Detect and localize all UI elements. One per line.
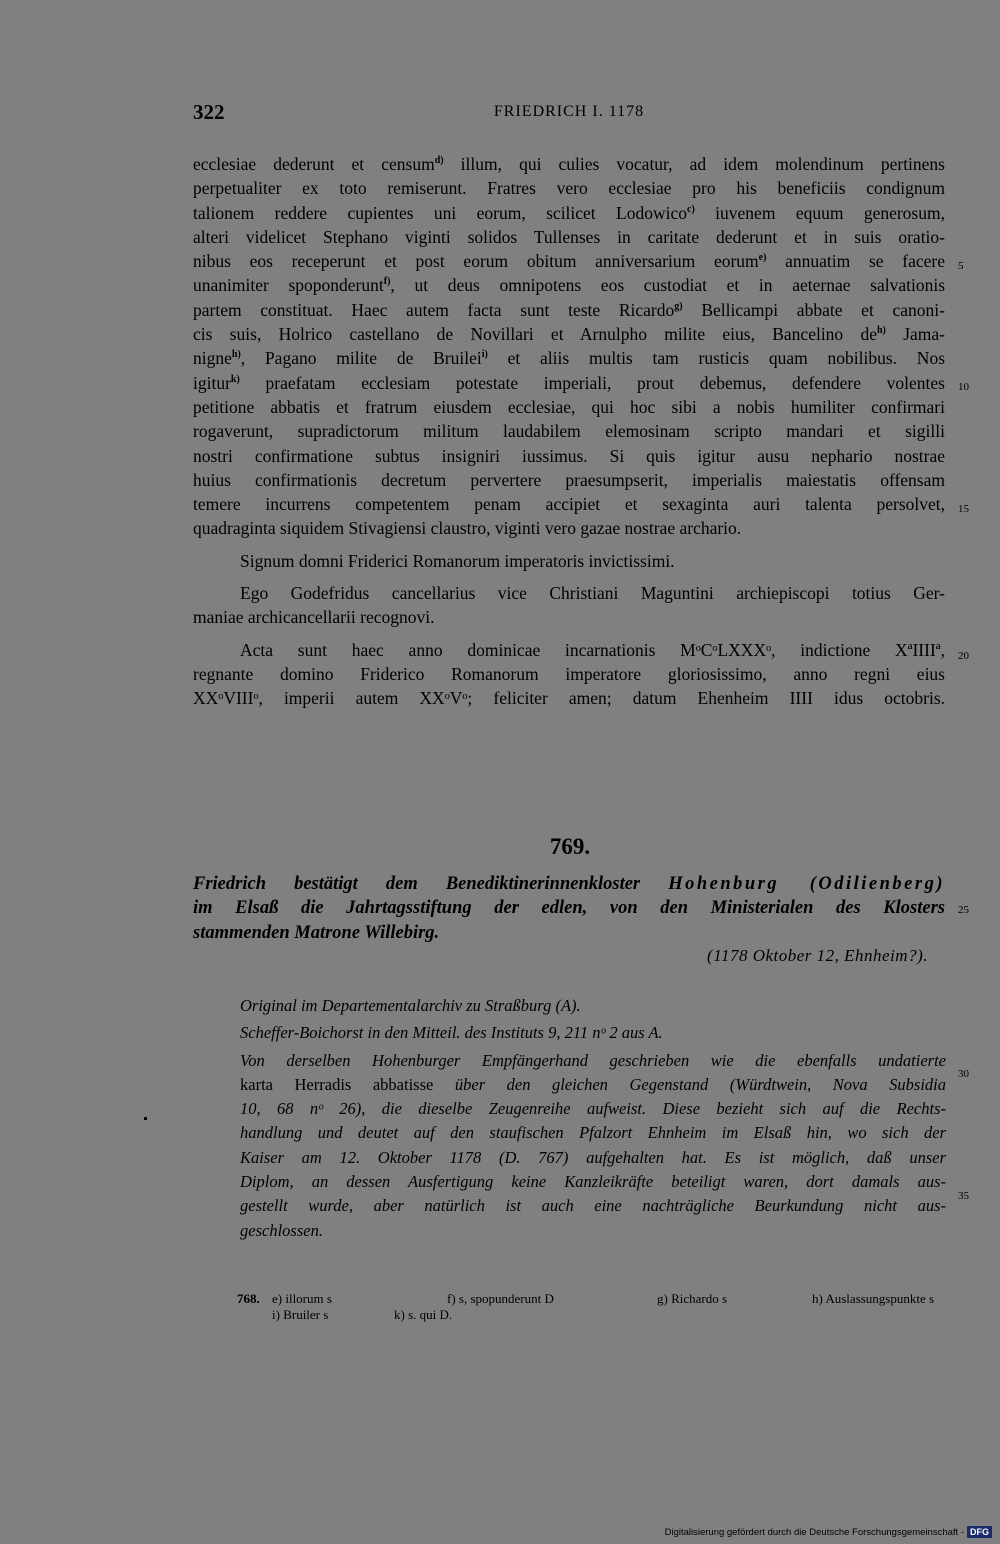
- recognition-line: Ego Godefridus cancellarius vice Christiani Maguntini archiepiscopi totius Ger-: [240, 583, 945, 604]
- speck: [144, 1117, 147, 1120]
- line-number: 10: [958, 381, 969, 393]
- footnote: i) Bruiler s: [272, 1307, 329, 1322]
- text-line: nigne$^{h)}$, Pagano milite de Bruilei$^{i)}$ et aliis multis tam rusticis quam nobilibus. Nos: [193, 348, 946, 369]
- line-number: 20: [958, 650, 969, 662]
- dfg-logo: DFG: [967, 1526, 992, 1538]
- line-number: 35: [958, 1190, 969, 1202]
- line-number: 25: [958, 904, 969, 916]
- note-line: Scheffer-Boichorst in den Mitteil. des Instituts 9, 211 nᵒ 2 aus A.: [240, 1023, 663, 1043]
- text-line: unanimiter spoponderunt$^{f)}$, ut deus omnipotens eos custodiat et in aeternae salvationis: [193, 275, 946, 296]
- dating-line: regnante domino Friderico Romanorum imperatore gloriosissimo, anno regni eius: [193, 663, 945, 684]
- footnote: k) s. qui D.: [394, 1307, 453, 1322]
- text-line: nibus eos receperunt et post eorum obitum anniversarium eorum$^{e)}$ annuatim se facere: [193, 251, 945, 272]
- charter-text: [193, 152, 945, 711]
- running-head: FRIEDRICH I. 1178: [493, 103, 645, 120]
- regest: [193, 872, 945, 945]
- text-line: quadraginta siquidem Stivagiensi claustro, viginti vero gazae nostrae archario.: [193, 518, 742, 539]
- regest-line: stammenden Matrone Willebirg.: [193, 922, 440, 943]
- text-line: ecclesiae dederunt et censum$^{d)}$ illum, qui culies vocatur, ad idem molendinum pertinens: [193, 154, 945, 174]
- footnotes: [237, 1291, 947, 1323]
- text-line: partem constituat. Haec autem facta sunt teste Ricardo$^{g)}$ Bellicampi abbate et canoni-: [193, 299, 945, 320]
- footnote: e) illorum s: [272, 1291, 332, 1306]
- dfg-credit[interactable]: [665, 1526, 992, 1538]
- regest-line: im Elsaß die Jahrtagsstiftung der edlen, von den Ministerialen des Klosters: [193, 898, 945, 919]
- footnote-ref: 768.: [237, 1291, 260, 1306]
- note-line: geschlossen.: [240, 1220, 323, 1240]
- dating-line: Acta sunt haec anno dominicae incarnationis MᵒCᵒLXXXᵒ, indictione XªIIIIª,: [240, 639, 945, 660]
- note-line: Original im Departementalarchiv zu Straßburg (A).: [240, 996, 581, 1015]
- page-number: 322: [193, 100, 225, 124]
- regest-line: Friedrich bestätigt dem Benediktinerinnenkloster Hohenburg (Odilienberg): [193, 874, 945, 894]
- document-number: 769.: [549, 834, 591, 859]
- recognition-line: maniae archicancellarii recognovi.: [193, 607, 435, 628]
- note-line: handlung und deutet auf den staufischen Pfalzort Ehnheim im Elsaß hin, wo sich der: [240, 1123, 946, 1143]
- text-line: rogaverunt, supradictorum militum laudabilem elemosinam scripto mandari et sigilli: [193, 421, 945, 442]
- footnote: g) Richardo s: [657, 1291, 728, 1306]
- note-line: 10, 68 nᵒ 26), die dieselbe Zeugenreihe aufweist. Diese bezieht sich auf die Rechts-: [240, 1099, 946, 1119]
- text-line: talionem reddere cupientes uni eorum, scilicet Lodowico$^{c)}$ iuvenem equum generosum,: [193, 202, 945, 223]
- text-line: temere incurrens competentem penam accipiet et sexaginta auri talenta persolvet,: [193, 494, 945, 515]
- text-line: igitur$^{k)}$ praefatam ecclesiam potestate imperiali, prout debemus, defendere volentes: [193, 372, 945, 393]
- signum-line: Signum domni Friderici Romanorum imperatoris invictissimi.: [240, 550, 675, 571]
- text-line: alteri videlicet Stephano viginti solidos Tullenses in caritate dederunt et in suis oratio-: [193, 226, 945, 247]
- text-line: huius confirmationis decretum pervertere praesumpserit, imperialis maiestatis offensam: [193, 469, 945, 490]
- line-number: 15: [958, 503, 969, 515]
- line-number: 30: [958, 1068, 969, 1080]
- note-line: Kaiser am 12. Oktober 1178 (D. 767) aufgehalten hat. Es ist möglich, daß unser: [240, 1147, 946, 1167]
- note-line: gestellt wurde, aber natürlich ist auch eine nachträgliche Beurkundung nicht aus-: [240, 1196, 946, 1216]
- note-line: Diplom, an dessen Ausfertigung keine Kanzleikräfte beteiligt waren, dort damals aus-: [240, 1172, 946, 1192]
- footnote: h) Auslassungspunkte s: [812, 1291, 935, 1306]
- line-number: 5: [958, 260, 964, 272]
- page-header: [193, 100, 945, 130]
- text-line: nostri confirmatione subtus insigniri iussimus. Si quis igitur ausu nephario nostrae: [193, 445, 945, 466]
- document-date: (1178 Oktober 12, Ehnheim?).: [707, 946, 928, 965]
- note-line: karta Herradis abbatisse über den gleichen Gegenstand (Würdtwein, Nova Subsidia: [240, 1074, 947, 1094]
- text-line: perpetualiter ex toto remiserunt. Fratres vero ecclesiae pro his beneficiis condignum: [193, 178, 945, 199]
- footnote: f) s, spopunderunt D: [447, 1291, 554, 1306]
- credit-text: Digitalisierung gefördert durch die Deutsche Forschungsgemeinschaft -: [664, 1526, 964, 1538]
- tradition-notes: [240, 994, 946, 1243]
- note-line: Von derselben Hohenburger Empfängerhand geschrieben wie die ebenfalls undatierte: [240, 1050, 946, 1070]
- dating-line: XXᵒVIIIᵒ, imperii autem XXᵒVᵒ; feliciter amen; datum Ehenheim IIII idus octobris.: [193, 688, 945, 709]
- text-line: petitione abbatis et fratrum eiusdem ecclesiae, qui hoc sibi a nobis humiliter confirmari: [193, 396, 945, 417]
- text-line: cis suis, Holrico castellano de Novillari et Arnulpho milite eius, Bancelino $de^{h)}$ Jama-: [193, 324, 945, 345]
